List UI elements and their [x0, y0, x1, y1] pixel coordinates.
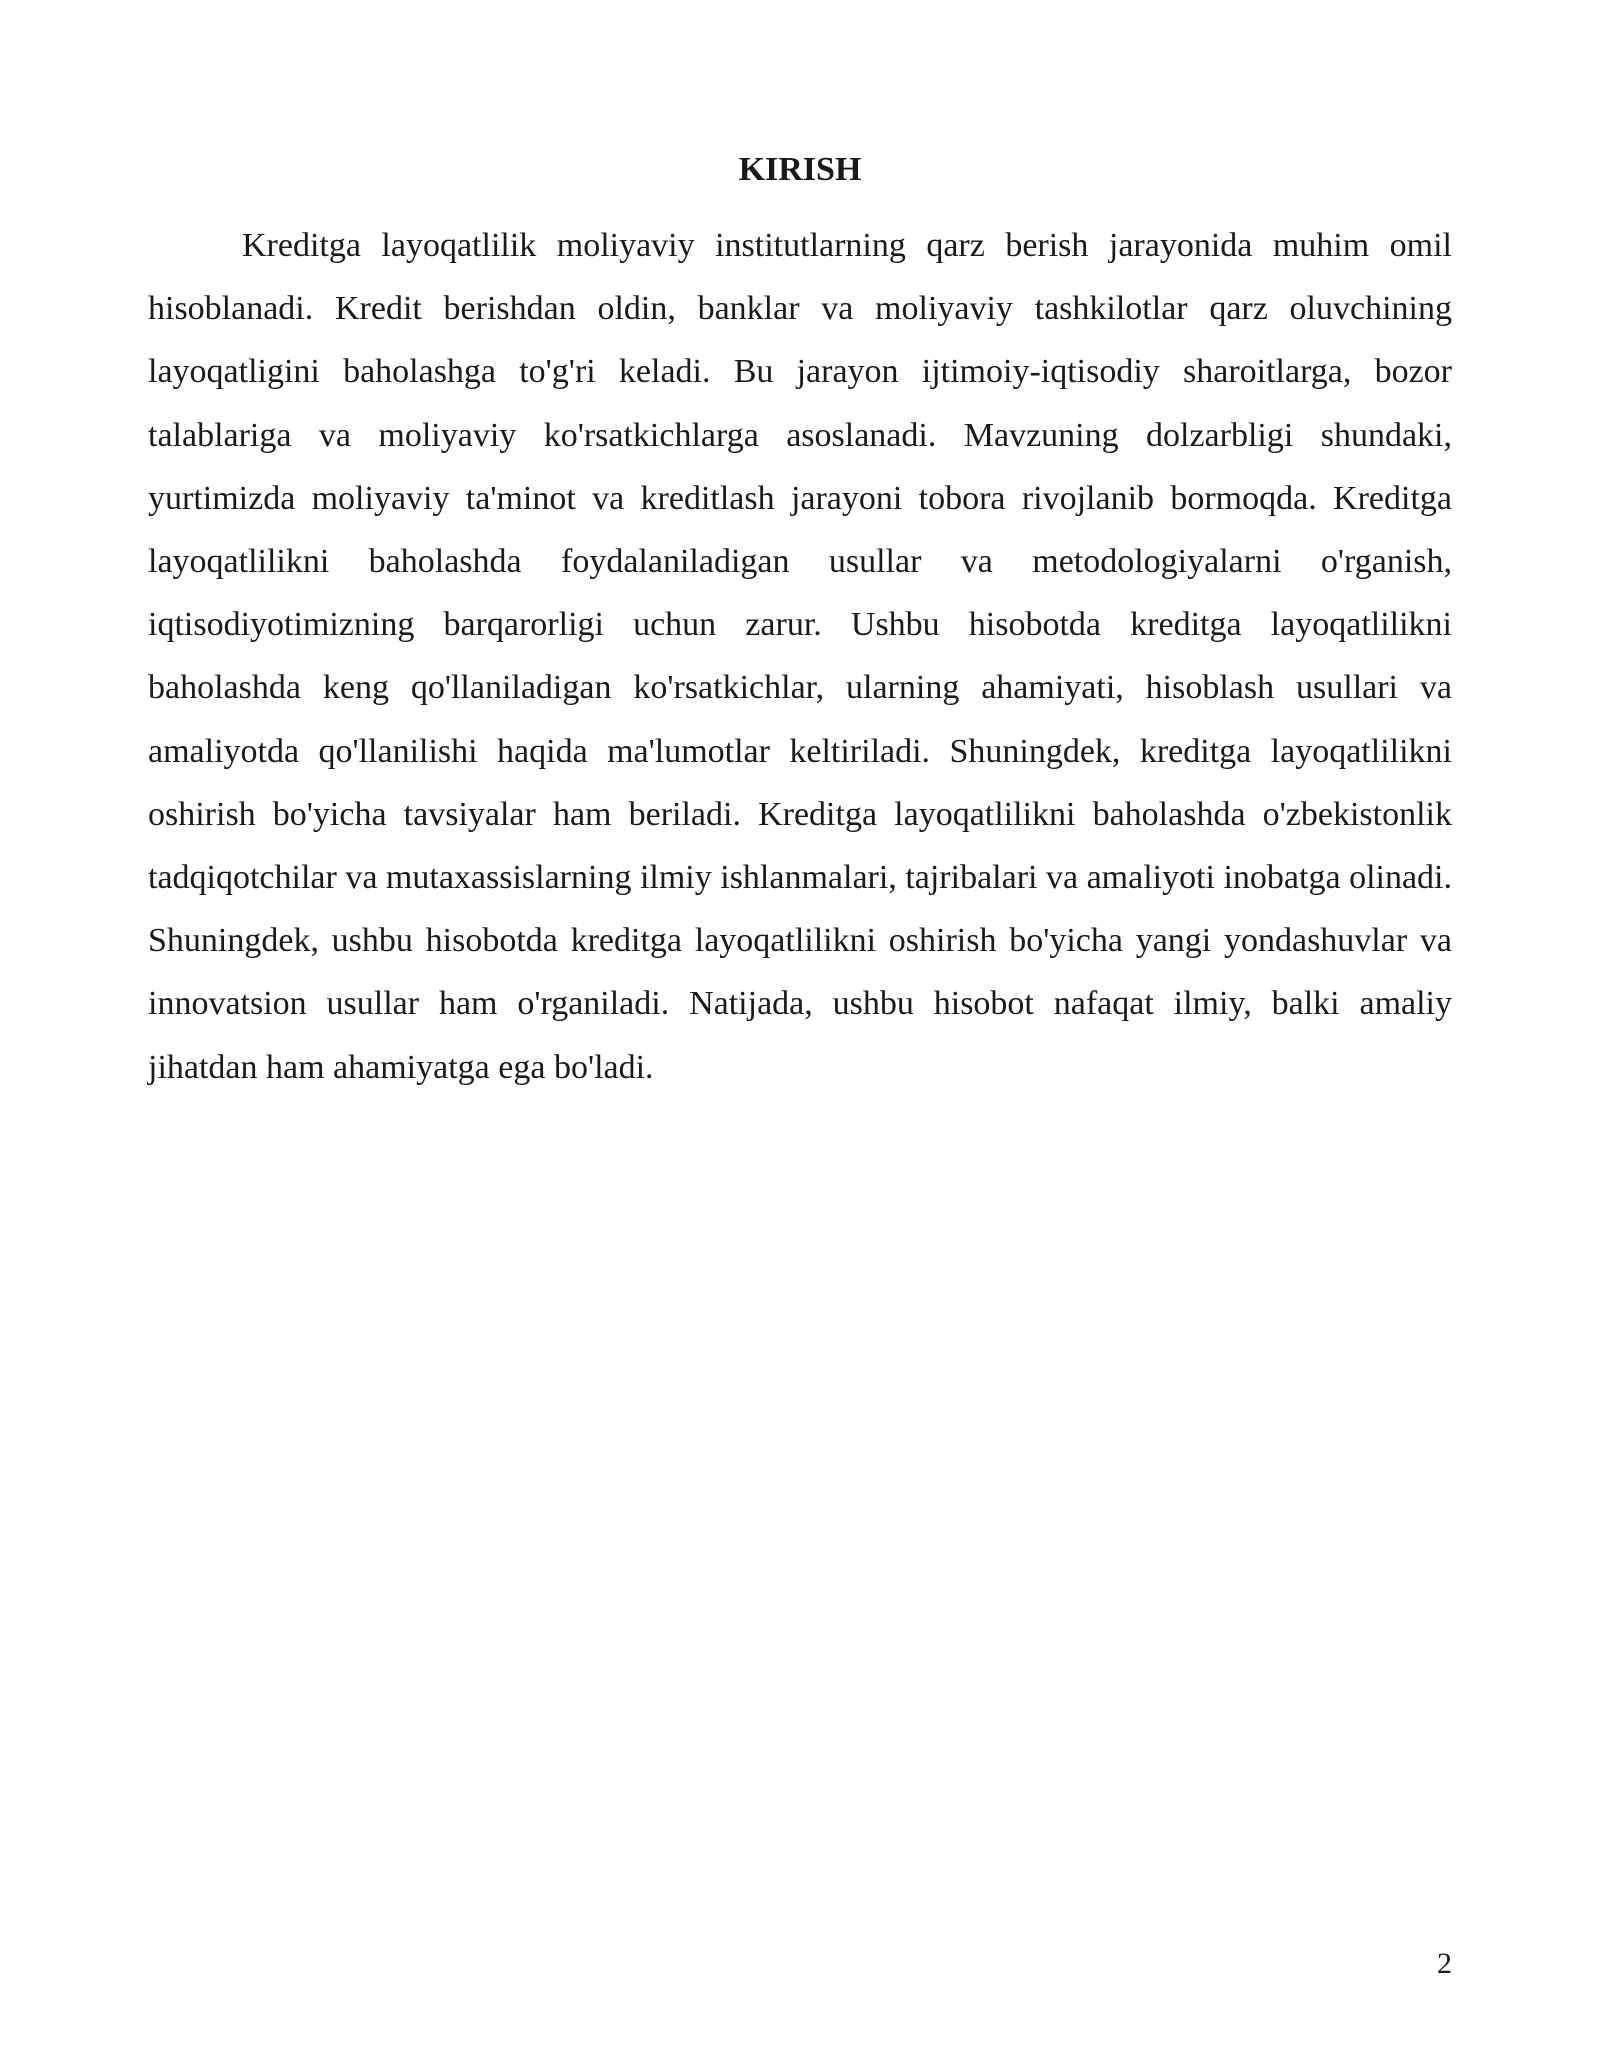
- page-number: 2: [1437, 1947, 1452, 1980]
- page-title: KIRISH: [738, 151, 862, 188]
- body-paragraph: Kreditga layoqatlilik moliyaviy institutlarning qarz berish jarayonida muhim omil hisoblanadi. Kredit berishdan oldin, banklar va moliyaviy tashkilotlar qarz oluvchining layoqatligini baholashga to'g'ri keladi. Bu jarayon ijtimoiy-iqtisodiy sharoitlarga, bozor talablariga va moliyaviy ko'rsatkichlarga asoslanadi. Mavzuning dolzarbligi shundaki, yurtimizda moliyaviy ta'minot va kreditlash jarayoni tobora rivojlanib bormoqda. Kreditga layoqatlilikni baholashda foydalaniladigan usullar va metodologiyalarni o'rganish, iqtisodiyotimizning barqarorligi uchun zarur. Ushbu hisobotda kreditga layoqatlilikni baholashda keng qo'llaniladigan ko'rsatkichlar, ularning ahamiyati, hisoblash usullari va amaliyotda qo'llanilishi haqida ma'lumotlar keltiriladi. Shuningdek, kreditga layoqatlilikni oshirish bo'yicha tavsiyalar ham beriladi. Kreditga layoqatlilikni baholashda o'zbekistonlik tadqiqotchilar va mutaxassislarning ilmiy ishlanmalari, tajribalari va amaliyoti inobatga olinadi. Shuningdek, ushbu hisobotda kreditga layoqatlilikni oshirish bo'yicha yangi yondashuvlar va innovatsion usullar ham o'rganiladi. Natijada, ushbu hisobot nafaqat ilmiy, balki amaliy jihatdan ham ahamiyatga ega bo'ladi.: [148, 227, 1452, 1086]
